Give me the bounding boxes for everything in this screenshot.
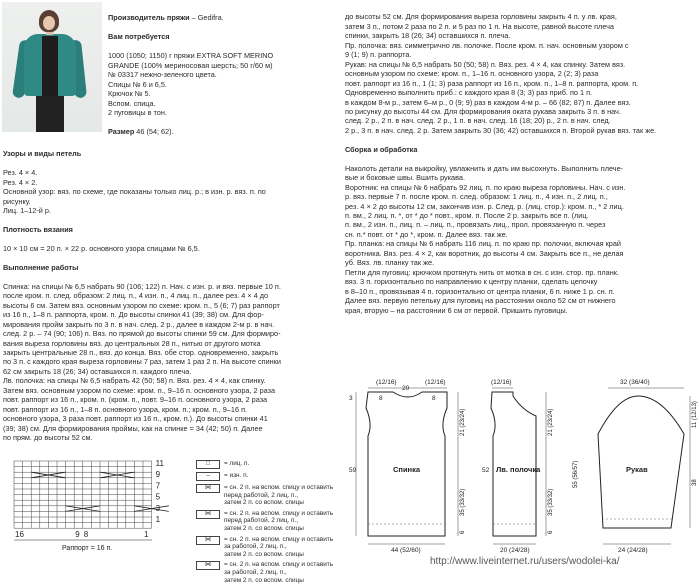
chart-col-number: 16 [15, 530, 24, 540]
front-top-dim: (12/16) [491, 379, 512, 386]
intro-block [108, 4, 338, 146]
density-text: 10 × 10 см = 20 п. × 22 р. основного узора спицами № 6,5. [3, 243, 200, 253]
chart-row-number: 9 [155, 470, 161, 480]
front-right-dim-1: 21 (23/24) [548, 408, 554, 436]
garment-schematic [346, 376, 699, 566]
chart-row-number: 5 [155, 492, 161, 502]
legend-item [196, 510, 346, 533]
back-right-dim-2: 35 (33/32) [460, 488, 466, 516]
producer-label: Производитель пряжи [108, 13, 190, 23]
back-outline [366, 392, 447, 536]
sleeve-right-dim: 38 [692, 479, 698, 486]
sleeve-left-dim: 55 (56/57) [573, 460, 579, 488]
back-left-dim-b: 59 [349, 467, 357, 474]
chart-legend [196, 460, 346, 587]
chart-row-number: 1 [155, 515, 161, 524]
legend-text: = сн. 2 п. на вспом. спицу и оставить перед работой, 2 лиц. п., затем 2 п. со вспом. спицы [224, 509, 334, 532]
back-right-dim-1: 21 (23/24) [460, 408, 466, 436]
sleeve-cap-dim: 11 (12/13) [692, 401, 698, 428]
size-label: Размер [108, 126, 135, 136]
left-column [3, 140, 336, 452]
chart-col-number: 8 [83, 530, 89, 540]
density-heading: Плотность вязания [3, 225, 73, 235]
work-text: Спинка: на спицы № 6,5 набрать 90 (106; 122) п. Нач. с изн. р. и вяз. первые 10 п. после кром. п. след. образом: 2 лиц. п., 4 изн. п., 4 лиц. п., далее рез. 4 × 4 до высоты 6 см. Затем вяз. основным узором по схеме: кром. п., 5 (6; 7) раз раппорт из 16 п., 1–8 п. раппорта, кром. п. До высоты спинки 41 (39; 38) см. Для фор- мирования пройм закрыть по 3 п. в нач. след. 2 р., далее в каждом 2-м р. в нач. след. 2 р. – 74 (90; 106) п. Вяз. по прямой до высоты спинки 59 см. Для формиро- вания выреза горловины вяз. до центральных 28 п., нитью от другого мотка закрыть центральные 28 п., вяз. до конца. Вяз. обе стор. одновременно, закрыть по 3 п. с каждого края выреза горловины 7 раз, затем 1 раз 2 п. На высоте спинки 62 см закрыть 18 (26; 34) оставшихся п. каждого плеча. Лв. полочка: на спицы № 6,5 набрать 42 (50; 58) п. Вяз. рез. 4 × 4, как спинку. Затем вяз. основным узором по схеме: кром. п., 9–16 п. основного узора, 2 раза повт. раппорт из 16 п., кром. п. (кром. п., повт. 9–16 п. основного узора, 2 раза повт. раппорт из 16 п., 1–8 п. основного узора, кром. п.; кром. п., 9–16 п. основного узора, 3 раза повт. раппорт из 16 п., кром. п.). До высоты спинки 41 (39; 38) см. Для формирования проймы, как на спинке = 34 (42; 50) п. Далее по прям. до высоты 52 см. [3, 281, 281, 443]
rapport-label: Раппорт = 16 п. [62, 545, 113, 552]
size-value: 46 (54; 62). [134, 126, 174, 136]
chart-col-number: 9 [75, 530, 80, 540]
legend-symbol: ⋈ [196, 510, 220, 519]
front-outline [491, 392, 536, 536]
legend-text: = лиц. п. [224, 460, 250, 467]
legend-symbol: ⋈ [196, 484, 220, 493]
sleeve-top-dim: 32 (36/40) [620, 379, 650, 386]
legend-text: = сн. 2 п. на вспом. спицу и оставить перед работой, 2 лиц. п., затем 2 п. со вспом. спицы [224, 484, 334, 507]
sleeve-bottom-dim: 24 (24/28) [618, 547, 648, 554]
model-photo [2, 2, 102, 132]
back-top-dim-right: (12/16) [425, 379, 446, 386]
legend-text: = сн. 2 п. на вспом. спицу и оставить за работой, 2 лиц. п., затем 2 п. со вспом. спицы [224, 561, 334, 584]
legend-item [196, 472, 346, 481]
legend-item [196, 561, 346, 584]
front-side-dim: 52 [482, 467, 490, 474]
front-right-dim-3: 6 [548, 530, 554, 534]
legend-text: = изн. п. [224, 472, 249, 479]
legend-symbol: – [196, 472, 220, 481]
chart-col-number: 1 [144, 530, 149, 540]
work-heading: Выполнение работы [3, 262, 79, 272]
back-left-dim-a: 3 [349, 395, 353, 402]
patterns-heading: Узоры и виды петель [3, 149, 82, 159]
assembly-text: Наколоть детали на выкройку, увлажнить и дать им высохнуть. Выполнить плече- вые и боковые швы. Вшить рукава. Воротник: на спицы № 6 набрать 92 лиц. п. по краю выреза горловины. Нач. с изн. р. вяз. первые 7 п. после кром. п. след. образом: 1 лиц. п., 4 изн. п., 2 лиц. п., рез. 4 × 2 до высоты 12 см, закончив изн. р. След. р. (лиц. стор.): кром. п., * 2 лиц. п. вм., 2 лиц. п. *, от * до * повт., кром. п. После 2 р. закрыть все п. (лиц. п. вм., 2 изн. п., лиц. п. – лиц. п., провязать лиц., прол. провязанную п. через сн. п.* повт. от * до *, кром. п. Далее вяз. так же. Пр. планка: на спицы № 6 набрать 116 лиц. п. по краю пр. полочки, включая край воротника. Вяз. рез. 4 × 2, как воротник, до высоты 4 см. Закрыть все п., не делая уб. Вяз. лв. планку так же. Петли для пуговиц: крючком протянуть нить от мотка в сн. с изн. стор. пр. планк. вяз. 3 п. горизонтально по направлению к центру планки, сделать цепочку в 8–10 п., провязывая 4 п. горизонтально от центра планки, 6 п. ниже 1 р. сн. п. Далее вяз. первую петельку для пуговиц на расстоянии около 52 см от нижнего края, вторую – на расстоянии 6 см от первой. Пришить пуговицы. [345, 163, 626, 315]
back-top-dim-center: 20 [402, 385, 410, 392]
patterns-text: Рез. 4 × 4. Рез. 4 × 2. Основной узор: вяз. по схеме, где показаны только лиц. р.; в изн. р. вяз. п. по рисунку. Лиц. 1–12-й р. [3, 168, 266, 216]
front-bottom-dim: 20 (24/28) [500, 547, 530, 554]
back-label: Спинка [393, 465, 421, 474]
back-bottom-dim: 44 (52/60) [391, 547, 421, 554]
back-right-dim-3: 6 [460, 530, 466, 534]
need-heading: Вам потребуется [108, 32, 170, 42]
back-top-b-left: 8 [379, 395, 383, 402]
legend-symbol: ⋈ [196, 536, 220, 545]
legend-item [196, 484, 346, 507]
legend-symbol: □ [196, 460, 220, 469]
legend-item [196, 460, 346, 469]
chart-row-number: 11 [155, 459, 164, 468]
sleeve-label: Рукав [626, 465, 648, 474]
materials-text: 1000 (1050; 1150) г пряжи EXTRA SOFT MERINO GRANDE (100% мериносовая шерсть; 50 г/60 м) № 03317 нежно-зеленого цвета. Спицы № 6 и 6,5. Крючок № 5. Вспом. спица. 2 пуговицы в тон. [108, 51, 274, 117]
assembly-heading: Сборка и обработка [345, 144, 418, 154]
sleeve-outline [598, 396, 684, 528]
back-top-b-right: 8 [432, 395, 436, 402]
legend-item [196, 536, 346, 559]
legend-symbol: ⋈ [196, 561, 220, 570]
knitting-chart [2, 457, 190, 557]
front-right-dim-2: 35 (33/32) [548, 488, 554, 516]
chart-row-number: 3 [155, 503, 161, 513]
right-column [345, 3, 697, 324]
back-top-dim-left: (12/16) [376, 379, 397, 386]
producer-value: – Gedifra. [189, 13, 224, 23]
chart-row-number: 7 [155, 481, 161, 491]
watermark-url: http://www.liveinternet.ru/users/wodolei-ka/ [430, 556, 620, 567]
right-text: до высоты 52 см. Для формирования выреза горловины закрыть 4 п. у лв. края, затем 3 п., потом 2 раза по 2 п. и 5 раз по 1 п. На высоте, равной высоте плеча спинки, закрыть 18 (26; 34) оставшихся п. плеча. Пр. полочка: вяз. симметрично лв. полочке. После кром. п. нач. основным узором с 9 (1; 9) п. раппорта. Рукав: на спицы № 6,5 набрать 50 (50; 58) п. Вяз. рез. 4 × 4, как спинку. Затем вяз. основным узором по схеме: кром. п., 1–16 п. основного узора, 2 (2; 3) раза повт. раппорт из 16 п., 1 (1; 3) раза раппорт из 16 п., кром. п., 1–8 п. раппорта, кром. п. Одновременно выполнить приб.: с каждого края 8 (3; 3) раз приб. по 1 п. в каждом 8-м р., затем 6–м р., 0 (9; 9) раз в каждом 4-м р. – 66 (82; 87) п. Далее вяз. по рисунку до высоты 44 см. Для формирования оката рукава закрыть 3 п. в нач. след. 2 р., 2 п. в нач. след. 2 р., 1 п. в нач. след. 16 (18; 20) р., 2 п. в нач. след. 2 р., 3 п. в нач. след. 2 р. Затем закрыть 30 (36; 42) оставшихся п. Второй рукав вяз. так же. [345, 12, 657, 135]
front-label: Лв. полочка [496, 465, 541, 474]
legend-text: = сн. 2 п. на вспом. спицу и оставить за работой, 2 лиц. п., затем 2 п. со вспом. спицы [224, 535, 334, 558]
